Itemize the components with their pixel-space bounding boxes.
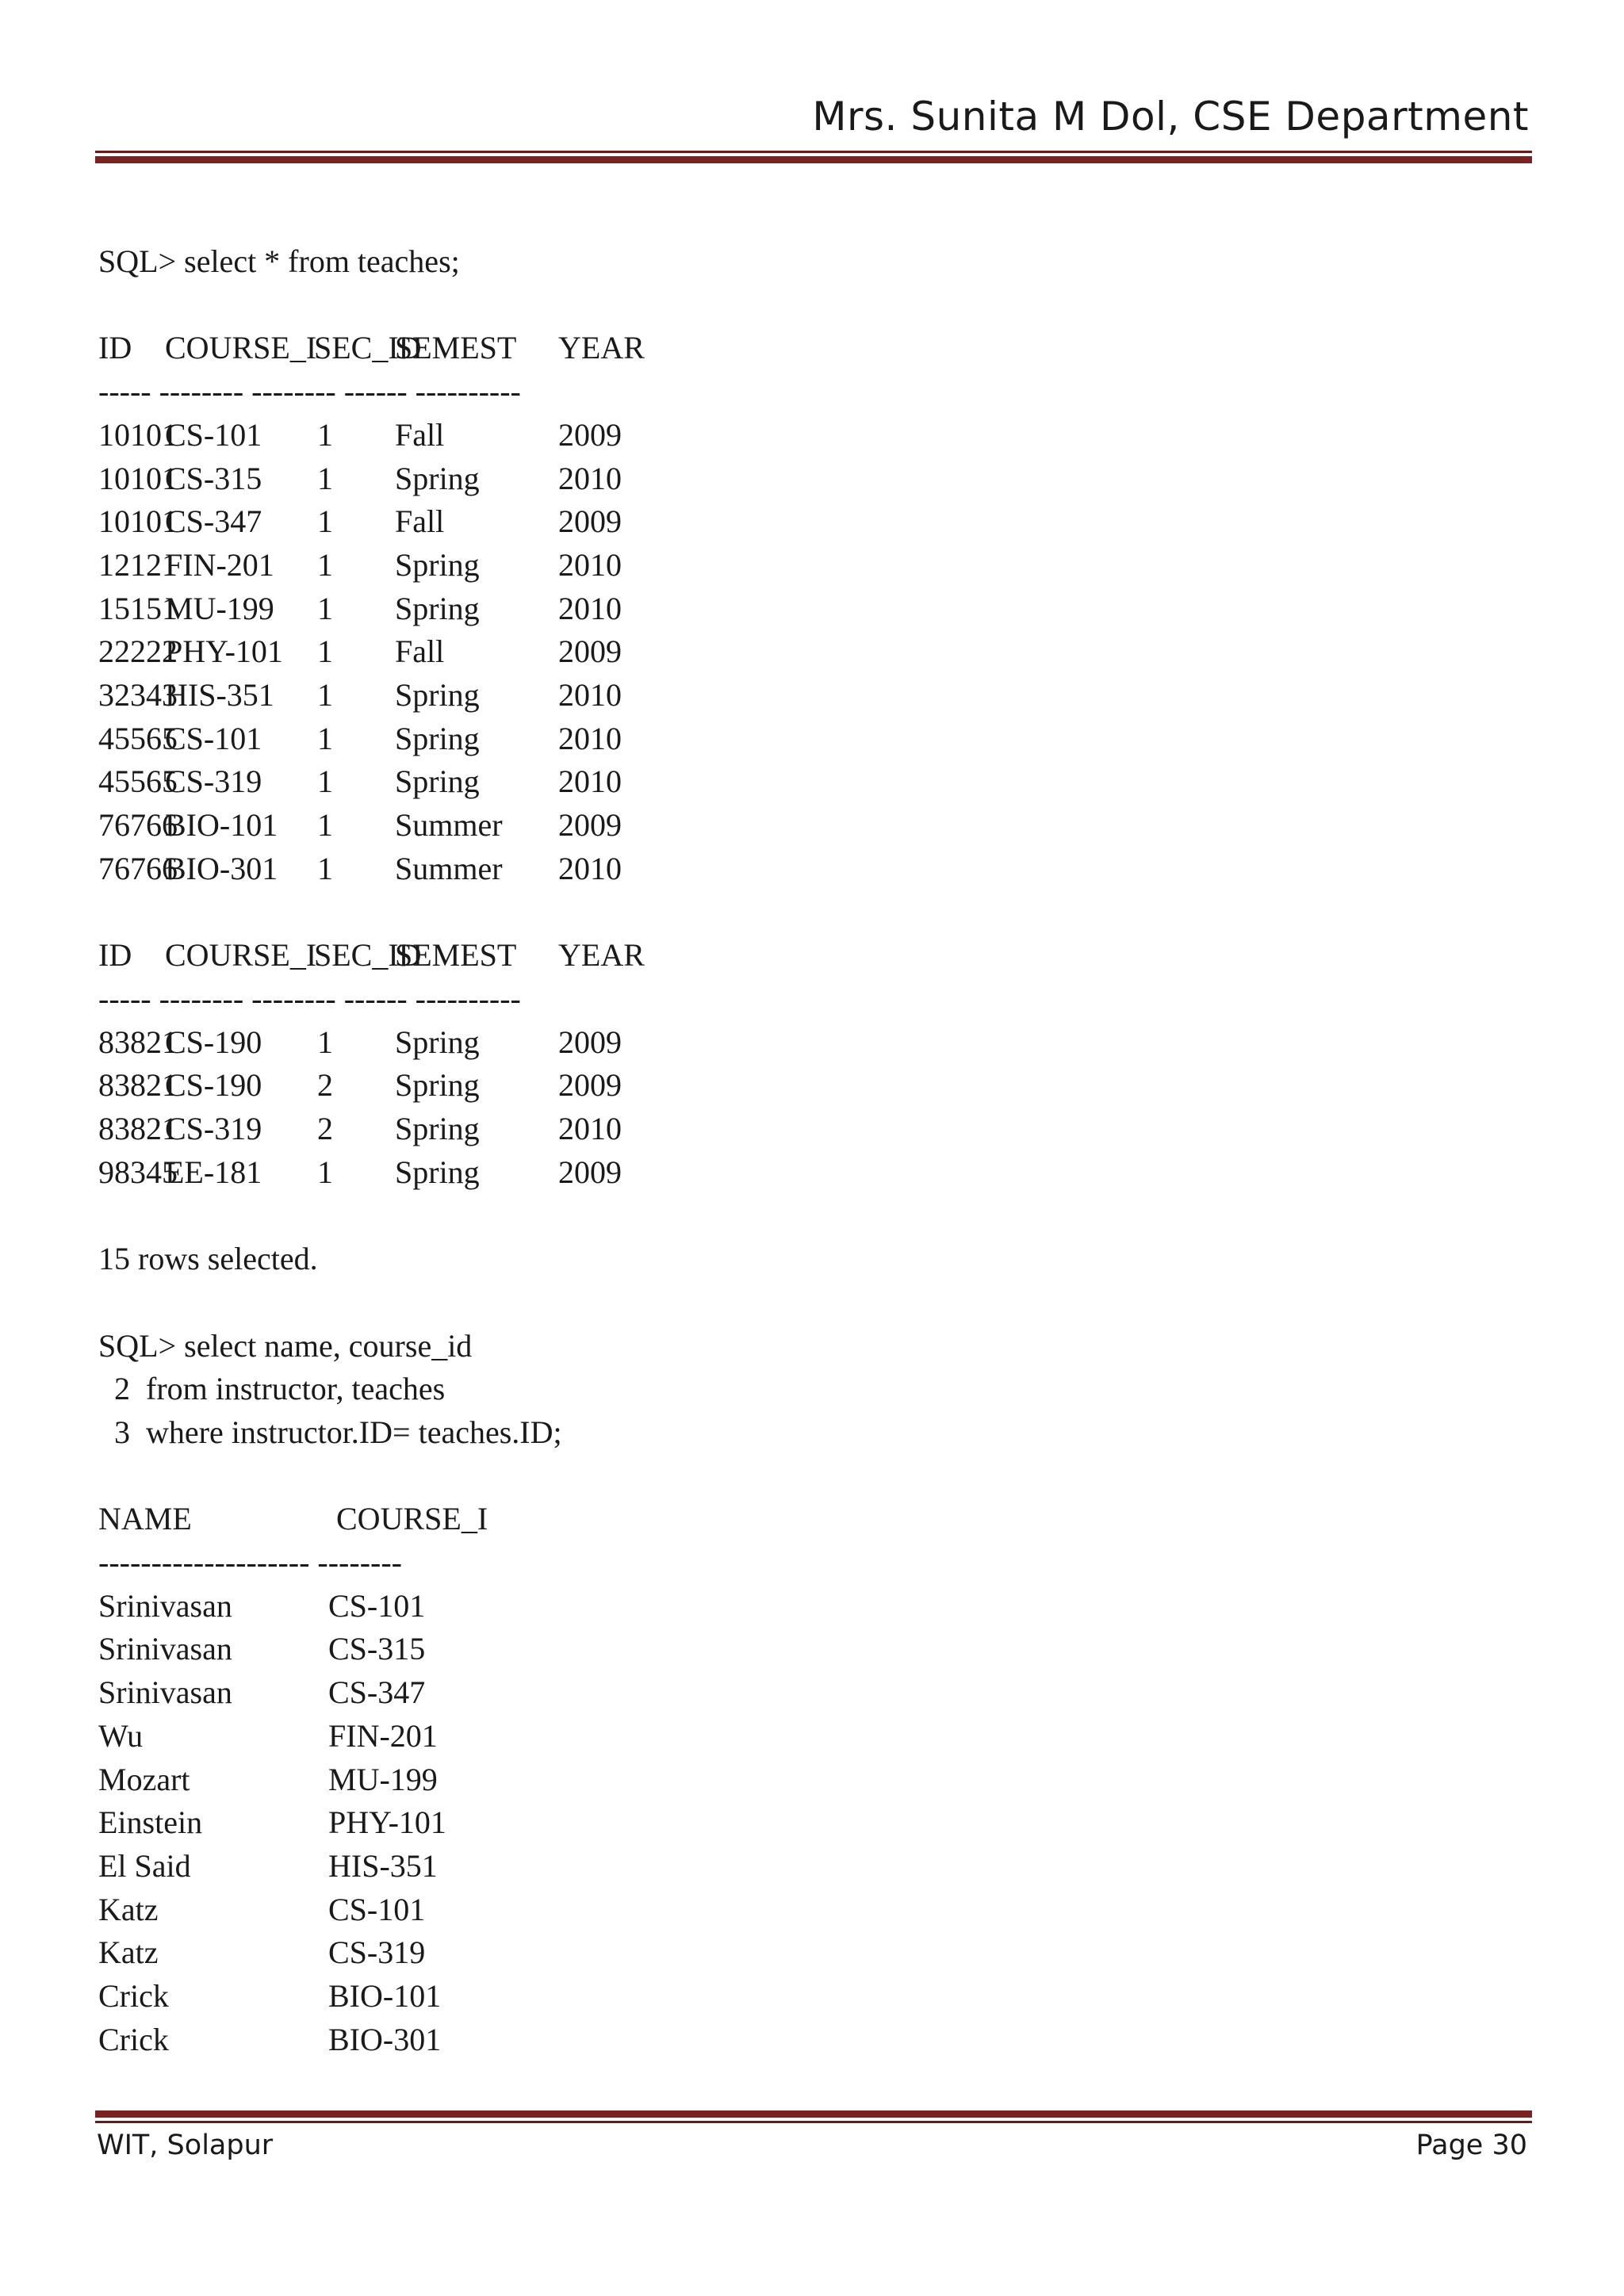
table-cell: BIO-301 — [165, 850, 278, 886]
table-cell: CS-315 — [328, 1631, 426, 1667]
column-header: COURSE_I — [336, 1501, 488, 1537]
table-cell: Spring — [395, 590, 480, 626]
table-cell: 76766 — [98, 850, 178, 886]
table-cell: Katz — [98, 1934, 159, 1971]
column-header: SEC_ID — [314, 937, 422, 974]
table-cell: BIO-301 — [328, 2021, 442, 2057]
footer-rule — [95, 2110, 1532, 2123]
table-cell: CS-190 — [165, 1024, 262, 1060]
column-header: ID — [98, 330, 132, 366]
table-cell: 1 — [317, 460, 333, 496]
table-cell: 10101 — [98, 503, 178, 540]
table-cell: 45565 — [98, 763, 178, 800]
rows-selected-summary: 15 rows selected. — [98, 1241, 318, 1277]
table-cell: 2010 — [558, 590, 622, 626]
table-cell: 1 — [317, 720, 333, 756]
table-cell: Summer — [395, 850, 503, 886]
table-cell: 2 — [317, 1111, 333, 1146]
table-cell: 2009 — [558, 1024, 622, 1060]
footer-institution: WIT, Solapur — [97, 2130, 274, 2161]
table-cell: 1 — [317, 590, 333, 626]
column-header: NAME — [98, 1501, 192, 1537]
table-cell: 2009 — [558, 807, 622, 844]
table-cell: EE-181 — [165, 1154, 262, 1190]
table-cell: 2009 — [558, 633, 622, 670]
table-cell: 2009 — [558, 1067, 622, 1104]
table-cell: Srinivasan — [98, 1674, 232, 1711]
table-cell: Spring — [395, 546, 480, 583]
table-cell: Spring — [395, 763, 480, 800]
table-cell: 2009 — [558, 1154, 622, 1190]
table-cell: Fall — [395, 503, 445, 540]
table-cell: 32343 — [98, 677, 178, 713]
column-header: SEMEST — [395, 937, 517, 974]
table-cell: FIN-201 — [165, 546, 274, 583]
table-cell: 1 — [317, 1024, 333, 1060]
table-cell: 45565 — [98, 720, 178, 756]
table-cell: 1 — [317, 1154, 333, 1190]
table-cell: 2010 — [558, 546, 622, 583]
sql-prompt-line: SQL> select * from teaches; — [98, 243, 460, 279]
table-cell: Summer — [395, 807, 503, 844]
table-cell: HIS-351 — [165, 677, 274, 713]
table-cell: Spring — [395, 720, 480, 756]
table-cell: Spring — [395, 677, 480, 713]
column-header: YEAR — [558, 330, 645, 366]
table-cell: PHY-101 — [165, 633, 283, 670]
table-cell: CS-319 — [328, 1934, 426, 1971]
table-cell: Fall — [395, 416, 445, 453]
table-cell: Crick — [98, 1978, 169, 2014]
table-cell: Spring — [395, 460, 480, 496]
table-cell: Einstein — [98, 1804, 203, 1841]
table-cell: 1 — [317, 807, 333, 844]
column-header: COURSE_I — [165, 937, 317, 974]
table-cell: CS-319 — [165, 1111, 262, 1146]
table-cell: 1 — [317, 633, 333, 670]
table-cell: 98345 — [98, 1154, 178, 1190]
table-cell: 2009 — [558, 503, 622, 540]
table-cell: FIN-201 — [328, 1717, 438, 1754]
table-cell: 2009 — [558, 416, 622, 453]
table-cell: 83821 — [98, 1024, 178, 1060]
table-cell: 83821 — [98, 1111, 178, 1146]
table-cell: CS-347 — [328, 1674, 426, 1711]
table-cell: CS-101 — [328, 1891, 426, 1927]
sql-query-line: 2 from instructor, teaches — [98, 1371, 446, 1407]
table-cell: 2010 — [558, 850, 622, 886]
table-cell: CS-101 — [328, 1587, 426, 1624]
table-cell: BIO-101 — [328, 1978, 442, 2014]
table-cell: 76766 — [98, 807, 178, 844]
table-cell: PHY-101 — [328, 1804, 446, 1841]
column-header: COURSE_I — [165, 330, 317, 366]
table-cell: 1 — [317, 546, 333, 583]
table-cell: 2010 — [558, 460, 622, 496]
table-cell: 2010 — [558, 763, 622, 800]
table-cell: Spring — [395, 1111, 480, 1146]
separator-line: ----- -------- -------- ------ ---------- — [98, 373, 521, 410]
table-cell: 2010 — [558, 720, 622, 756]
table-cell: HIS-351 — [328, 1847, 438, 1884]
table-cell: Fall — [395, 633, 445, 670]
table-cell: 2010 — [558, 677, 622, 713]
column-header: SEMEST — [395, 330, 517, 366]
table-cell: Crick — [98, 2021, 169, 2057]
footer-page-number: Page 30 — [1415, 2130, 1527, 2161]
table-cell: Katz — [98, 1891, 159, 1927]
column-header: YEAR — [558, 937, 645, 974]
separator-line: ----- -------- -------- ------ ---------- — [98, 980, 521, 1016]
table-cell: 1 — [317, 850, 333, 886]
table-cell: 15151 — [98, 590, 178, 626]
table-cell: Wu — [98, 1717, 144, 1754]
table-cell: BIO-101 — [165, 807, 278, 844]
page-header-title: Mrs. Sunita M Dol, CSE Department — [812, 94, 1529, 140]
table-cell: Spring — [395, 1154, 480, 1190]
table-cell: 10101 — [98, 460, 178, 496]
table-cell: 2 — [317, 1067, 333, 1104]
table-cell: Srinivasan — [98, 1587, 232, 1624]
table-cell: 22222 — [98, 633, 178, 670]
sql-query-line: SQL> select name, course_id — [98, 1327, 473, 1364]
column-header: SEC_ID — [314, 330, 422, 366]
table-cell: MU-199 — [165, 590, 274, 626]
table-cell: CS-319 — [165, 763, 262, 800]
table-cell: Spring — [395, 1024, 480, 1060]
table-cell: CS-101 — [165, 720, 262, 756]
header-rule — [95, 151, 1532, 163]
table-cell: Mozart — [98, 1761, 190, 1797]
table-cell: 10101 — [98, 416, 178, 453]
table-cell: CS-190 — [165, 1067, 262, 1104]
sql-query-line: 3 where instructor.ID= teaches.ID; — [98, 1414, 562, 1450]
table-cell: 1 — [317, 677, 333, 713]
table-cell: 2010 — [558, 1111, 622, 1146]
table-cell: MU-199 — [328, 1761, 438, 1797]
table-cell: Srinivasan — [98, 1631, 232, 1667]
table-cell: CS-101 — [165, 416, 262, 453]
table-cell: 1 — [317, 763, 333, 800]
table-cell: 1 — [317, 416, 333, 453]
table-cell: El Said — [98, 1847, 191, 1884]
table-cell: 83821 — [98, 1067, 178, 1104]
table-cell: CS-315 — [165, 460, 262, 496]
table-cell: 12121 — [98, 546, 178, 583]
separator-line: -------------------- -------- — [98, 1544, 402, 1580]
column-header: ID — [98, 937, 132, 974]
table-cell: 1 — [317, 503, 333, 540]
table-cell: CS-347 — [165, 503, 262, 540]
table-cell: Spring — [395, 1067, 480, 1104]
